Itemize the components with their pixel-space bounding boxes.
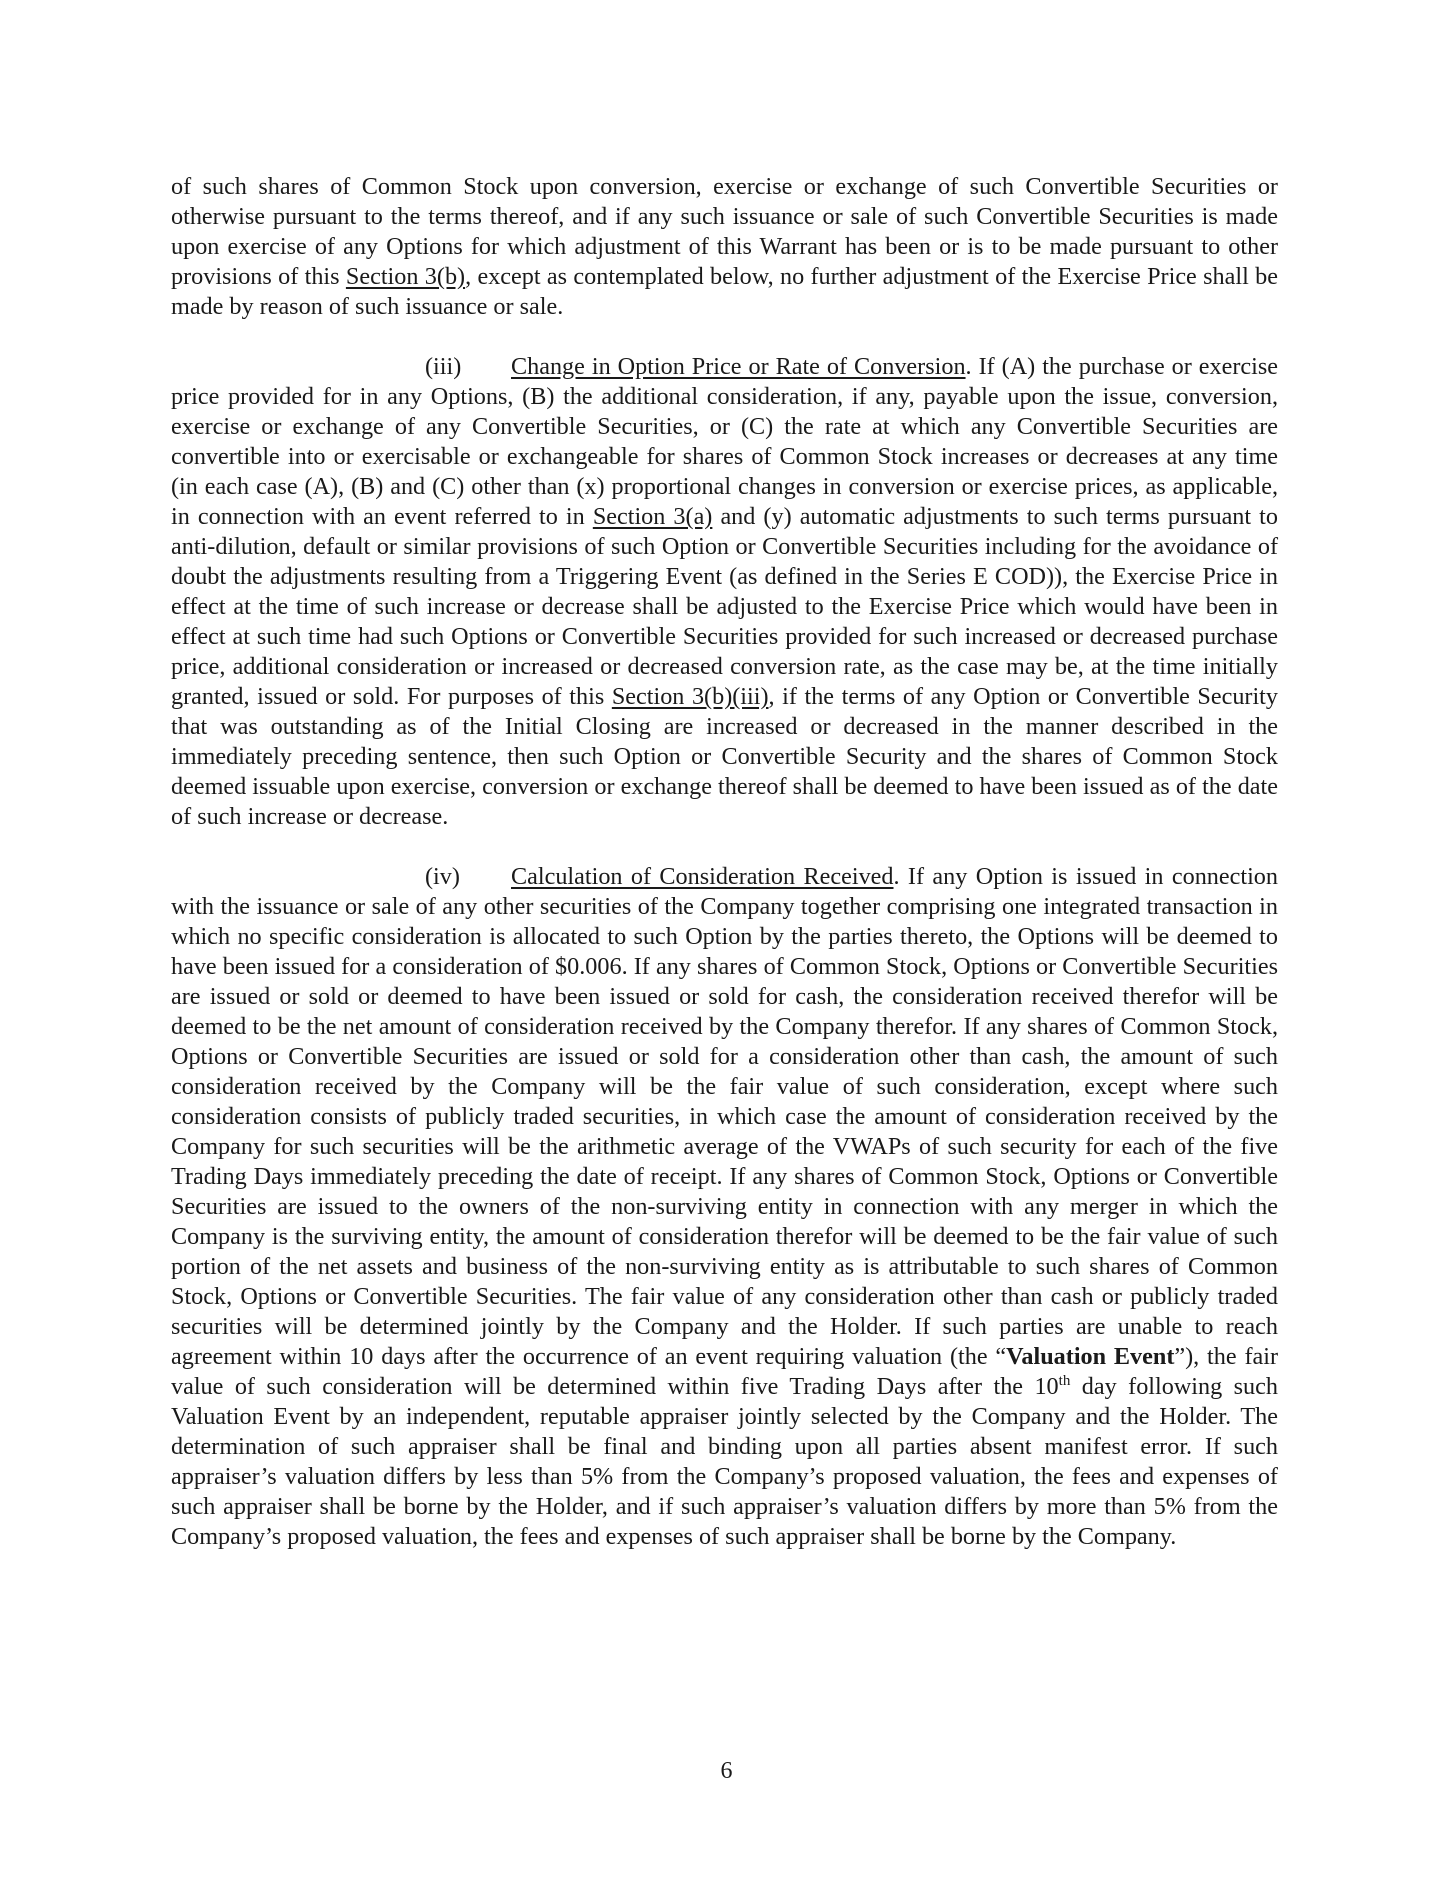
paragraph-text: day following such Valuation Event by an independent, reputable appraiser jointly selected by the Company and the Holder. The determination of such appraiser shall be final and binding upon all parties absent manifest error. If such appraiser’s valuation differs by less than 5% from the Company’s proposed valuation, the fees and expenses of such appraiser shall be borne by the Holder, and if such appraiser’s valuation differs by more than 5% from the Company’s proposed valuation, the fees and expenses of such appraiser shall be borne by the Company. (171, 1373, 1278, 1550)
document-body (171, 172, 1278, 1582)
paragraph-calculation-of-consideration (171, 862, 1278, 1552)
paragraph-continuation (171, 172, 1278, 322)
clause-heading: Calculation of Consideration Received (511, 863, 894, 890)
section-reference: Section 3(b) (345, 263, 466, 290)
paragraph-change-in-option-price (171, 352, 1278, 832)
section-reference: Section 3(b)(iii) (611, 683, 769, 710)
paragraph-text: ”), the fair value of such consideration will be determined within five Trading Days after the 10 (171, 1343, 1279, 1400)
paragraph-text: . If any Option is issued in connection with the issuance or sale of any other securities of the Company together comprising one integrated transaction in which no specific consideration is allocated to such Option by the parties thereto, the Options will be deemed to have been issued for a consideration of $0.006. If any shares of Common Stock, Options or Convertible Securities are issued or sold or deemed to have been issued or sold for cash, the consideration received therefor will be deemed to be the net amount of consideration received by the Company therefor. If any shares of Common Stock, Options or Convertible Securities are issued or sold for a consideration other than cash, the amount of such consideration received by the Company will be the fair value of such consideration, except where such consideration consists of publicly traded securities, in which case the amount of consideration received by the Company for such securities will be the arithmetic average of the VWAPs of such security for each of the five Trading Days immediately preceding the date of receipt. If any shares of Common Stock, Options or Convertible Securities are issued to the owners of the non-surviving entity in connection with any merger in which the Company is the surviving entity, the amount of consideration therefor will be deemed to be the fair value of such portion of the net assets and business of the non-surviving entity as is attributable to such shares of Common Stock, Options or Convertible Securities. The fair value of any consideration other than cash or publicly traded securities will be determined jointly by the Company and the Holder. If such parties are unable to reach agreement within 10 days after the occurrence of an event requiring valuation (the “ (171, 863, 1278, 1370)
paragraph-text: , if the terms of any Option or Convertible Security that was outstanding as of the Initial Closing are increased or decreased in the manner described in the immediately preceding sentence, then such Option or Convertible Security and the shares of Common Stock deemed issuable upon exercise, conversion or exchange thereof shall be deemed to have been issued as of the date of such increase or decrease. (171, 683, 1278, 830)
ordinal-superscript: th (1058, 1372, 1071, 1389)
clause-heading: Change in Option Price or Rate of Conversion (511, 353, 966, 380)
paragraph-text: and (y) automatic adjustments to such terms pursuant to anti-dilution, default or similar provisions of such Option or Convertible Securities including for the avoidance of doubt the adjustments resulting from a Triggering Event (as defined in the Series E COD)), the Exercise Price in effect at the time of such increase or decrease shall be adjusted to the Exercise Price which would have been in effect at such time had such Options or Convertible Securities provided for such increased or decreased purchase price, additional consideration or increased or decreased conversion rate, as the case may be, at the time initially granted, issued or sold. For purposes of this (171, 503, 1278, 710)
clause-number: (iv) (425, 863, 460, 890)
clause-number: (iii) (425, 353, 462, 380)
paragraph-text: of such shares of Common Stock upon conversion, exercise or exchange of such Convertible Securities or otherwise pursuant to the terms thereof, and if any such issuance or sale of such Convertible Securities is made upon exercise of any Options for which adjustment of this Warrant has been or is to be made pursuant to other provisions of this (171, 173, 1278, 290)
defined-term: Valuation Event (1006, 1343, 1175, 1370)
section-reference: Section 3(a) (592, 503, 713, 530)
page-number: 6 (720, 1758, 733, 1784)
paragraph-text: , except as contemplated below, no further adjustment of the Exercise Price shall be made by reason of such issuance or sale. (171, 263, 1278, 320)
paragraph-text: . If (A) the purchase or exercise price provided for in any Options, (B) the additional consideration, if any, payable upon the issue, conversion, exercise or exchange of any Convertible Securities, or (C) the rate at which any Convertible Securities are convertible into or exercisable or exchangeable for shares of Common Stock increases or decreases at any time (in each case (A), (B) and (C) other than (x) proportional changes in conversion or exercise prices, as applicable, in connection with an event referred to in (171, 353, 1278, 530)
